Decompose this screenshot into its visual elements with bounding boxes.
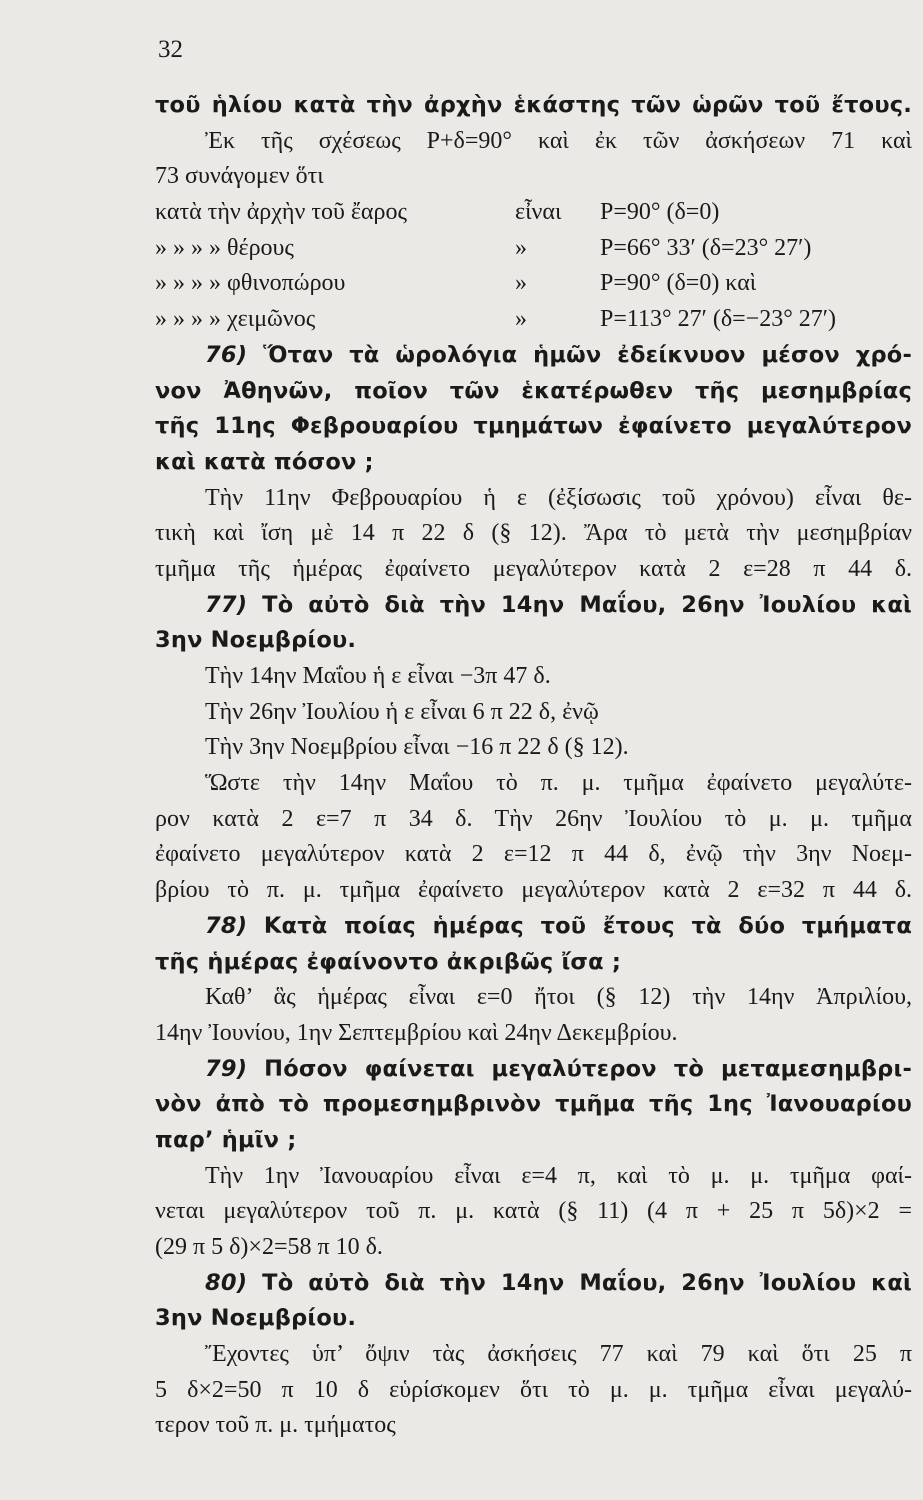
text-line: 5 δ×2=50 π 10 δ εὑρίσκομεν ὅτι τὸ μ. μ. τμῆμα εἶναι μεγαλύ-: [155, 1376, 912, 1403]
text-line: Καθ’ ἃς ἡμέρας εἶναι ε=0 ἤτοι (§ 12) τὴν 14ην Ἀπριλίου,: [205, 984, 912, 1011]
text-line: Ὥστε τὴν 14ην Μαΐου τὸ π. μ. τμῆμα ἐφαίνετο μεγαλύτε-: [205, 770, 912, 797]
exercise-number: 77): [205, 591, 248, 618]
text-line: Τὴν 1ην Ἰανουαρίου εἶναι ε=4 π, καὶ τὸ μ. μ. τμῆμα φαί-: [205, 1162, 912, 1189]
text-line: τμῆμα τῆς ἡμέρας ἐφαίνετο μεγαλύτερον κατὰ 2 ε=28 π 44 δ.: [155, 555, 912, 582]
page-number: 32: [158, 36, 183, 63]
text-line: Ἐκ τῆς σχέσεως Ρ+δ=90° καὶ ἐκ τῶν ἀσκήσεων 71 καὶ: [205, 127, 912, 154]
exercise-heading: 3ην Νοεμβρίου.: [155, 627, 357, 654]
text-line: ρον κατὰ 2 ε=7 π 34 δ. Τὴν 26ην Ἰουλίου τὸ μ. μ. τμῆμα: [155, 805, 912, 832]
table-mid: »: [515, 270, 527, 297]
text-line: τοῦ ἡλίου κατὰ τὴν ἀρχὴν ἑκάστης τῶν ὡρῶν τοῦ ἔτους.: [155, 92, 912, 118]
exercise-heading: 76) Ὅταν τὰ ὡρολόγια ἡμῶν ἐδείκνυον μέσον χρό-: [205, 341, 912, 368]
exercise-heading: τῆς ἡμέρας ἐφαίνοντο ἀκριβῶς ἴσα ;: [155, 948, 622, 975]
exercise-heading: τῆς 11ης Φεβρουαρίου τμημάτων ἐφαίνετο μεγαλύτερον: [155, 413, 912, 440]
table-label: κατὰ τὴν ἀρχὴν τοῦ ἔαρος: [155, 199, 407, 226]
exercise-number: 80): [205, 1269, 248, 1296]
text-line: Ἔχοντες ὑπ’ ὄψιν τὰς ἀσκήσεις 77 καὶ 79 καὶ ὅτι 25 π: [205, 1341, 912, 1368]
table-mid: »: [515, 306, 527, 333]
table-value: Ρ=66° 33′ (δ=23° 27′): [600, 234, 812, 261]
exercise-number: 78): [205, 912, 248, 939]
text-line: νεται μεγαλύτερον τοῦ π. μ. κατὰ (§ 11) (4 π + 25 π 5δ)×2 =: [155, 1198, 912, 1225]
exercise-heading: 79) Πόσον φαίνεται μεγαλύτερον τὸ μεταμεσημβρι-: [205, 1055, 912, 1082]
page-text: [155, 88, 912, 1444]
table-label: » » » » φθινοπώρου: [155, 270, 346, 297]
text-line: Τὴν 26ην Ἰουλίου ἡ ε εἶναι 6 π 22 δ, ἐνῷ: [205, 698, 599, 725]
text-line: Τὴν 11ην Φεβρουαρίου ἡ ε (ἐξίσωσις τοῦ χρόνου) εἶναι θε-: [205, 484, 912, 511]
exercise-number: 76): [205, 341, 248, 368]
text-line: βρίου τὸ π. μ. τμῆμα ἐφαίνετο μεγαλύτερον κατὰ 2 ε=32 π 44 δ.: [155, 877, 912, 904]
exercise-number: 79): [205, 1055, 248, 1082]
table-label: » » » » θέρους: [155, 234, 294, 261]
exercise-heading: παρ’ ἡμῖν ;: [155, 1126, 297, 1153]
exercise-heading: νὸν ἀπὸ τὸ προμεσημβρινὸν τμῆμα τῆς 1ης Ἰανουαρίου: [155, 1091, 912, 1118]
table-row: [155, 302, 912, 338]
exercise-heading: 77) Τὸ αὐτὸ διὰ τὴν 14ην Μαΐου, 26ην Ἰουλίου καὶ: [205, 591, 912, 618]
text-line: Τὴν 14ην Μαΐου ἡ ε εἶναι −3π 47 δ.: [205, 663, 551, 689]
text-line: Τὴν 3ην Νοεμβρίου εἶναι −16 π 22 δ (§ 12).: [205, 734, 629, 761]
table-row: [155, 266, 912, 302]
text-line: τικὴ καὶ ἴση μὲ 14 π 22 δ (§ 12). Ἄρα τὸ μετὰ τὴν μεσημβρίαν: [155, 520, 912, 547]
exercise-heading: νον Ἀθηνῶν, ποῖον τῶν ἑκατέρωθεν τῆς μεσημβρίας: [155, 377, 912, 404]
table-row: [155, 195, 912, 231]
table-value: Ρ=90° (δ=0): [600, 199, 720, 226]
table-row: [155, 231, 912, 267]
text-line: τερον τοῦ π. μ. τμήματος: [155, 1412, 396, 1439]
text-line: ἐφαίνετο μεγαλύτερον κατὰ 2 ε=12 π 44 δ, ἐνῷ τὴν 3ην Νοεμ-: [155, 841, 912, 868]
table-value: Ρ=113° 27′ (δ=−23° 27′): [600, 306, 837, 333]
table-mid: »: [515, 234, 527, 261]
exercise-heading: 3ην Νοεμβρίου.: [155, 1305, 357, 1332]
exercise-heading: 80) Τὸ αὐτὸ διὰ τὴν 14ην Μαΐου, 26ην Ἰουλίου καὶ: [205, 1269, 912, 1296]
table-label: » » » » χειμῶνος: [155, 306, 316, 333]
table-value: Ρ=90° (δ=0) καὶ: [600, 270, 757, 297]
text-line: (29 π 5 δ)×2=58 π 10 δ.: [155, 1234, 383, 1260]
text-line: 73 συνάγομεν ὅτι: [155, 163, 324, 190]
exercise-heading: 78) Κατὰ ποίας ἡμέρας τοῦ ἔτους τὰ δύο τμήματα: [205, 912, 912, 939]
exercise-heading: καὶ κατὰ πόσον ;: [155, 448, 374, 475]
table-mid: εἶναι: [515, 199, 562, 226]
text-line: 14ην Ἰουνίου, 1ην Σεπτεμβρίου καὶ 24ην Δεκεμβρίου.: [155, 1019, 678, 1046]
